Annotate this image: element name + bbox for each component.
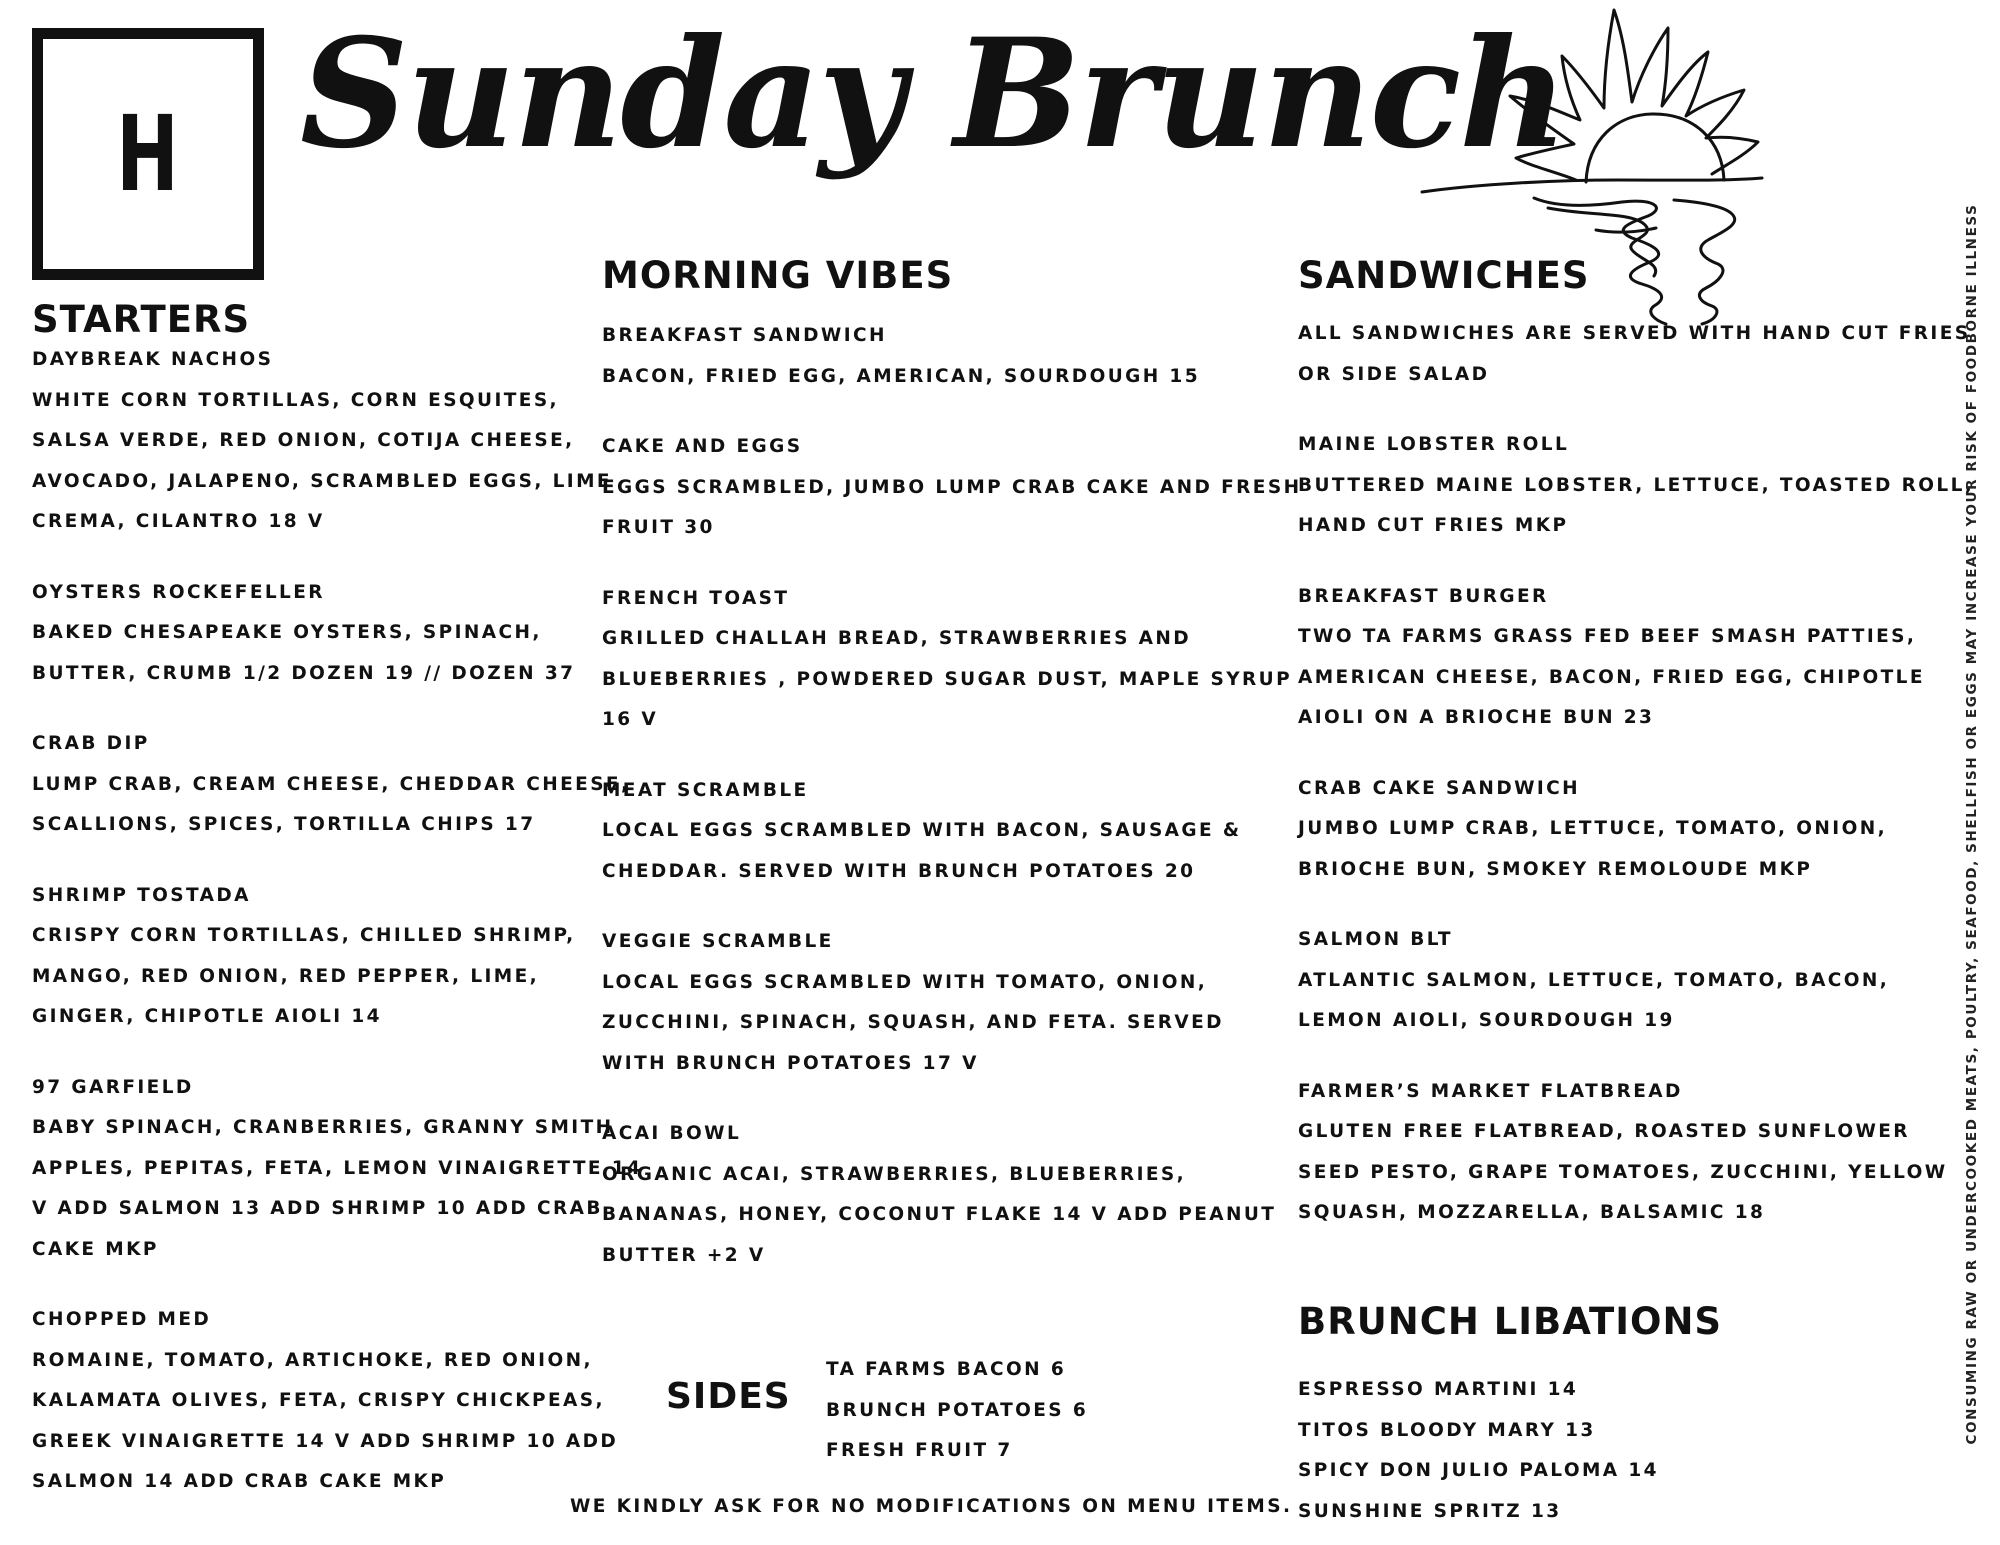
item-name: BREAKFAST SANDWICH <box>602 325 887 346</box>
item-description: V ADD SALMON 13 ADD SHRIMP 10 ADD CRAB <box>32 1198 603 1219</box>
menu-item <box>602 316 1242 397</box>
item-name: SALMON BLT <box>1298 929 1453 950</box>
page-title: Sunday Brunch <box>300 6 1567 182</box>
item-name: CRAB CAKE SANDWICH <box>1298 777 1581 799</box>
logo-letter: H <box>116 93 180 215</box>
item-description: BABY SPINACH, CRANBERRIES, GRANNY SMITH <box>32 1117 614 1138</box>
item-description: WHITE CORN TORTILLAS, CORN ESQUITES, <box>32 389 559 411</box>
item-description: JUMBO LUMP CRAB, LETTUCE, TOMATO, ONION, <box>1298 818 1888 839</box>
item-name: OYSTERS ROCKEFELLER <box>32 581 325 603</box>
item-description: MANGO, RED ONION, RED PEPPER, LIME, <box>32 965 540 987</box>
item-description: ORGANIC ACAI, STRAWBERRIES, BLUEBERRIES, <box>602 1163 1187 1185</box>
menu-item <box>602 1114 1277 1276</box>
menu-item <box>1298 769 1918 891</box>
item-description: BLUEBERRIES , POWDERED SUGAR DUST, MAPLE SYRUP <box>602 668 1293 690</box>
item-description: SALMON 14 ADD CRAB CAKE MKP <box>32 1471 447 1492</box>
item-description: LOCAL EGGS SCRAMBLED WITH TOMATO, ONION, <box>602 971 1208 993</box>
item-name: ACAI BOWL <box>602 1123 742 1144</box>
item-description: ZUCCHINI, SPINACH, SQUASH, AND FETA. SERVED <box>602 1012 1224 1033</box>
item-description: CRISPY CORN TORTILLAS, CHILLED SHRIMP, <box>32 925 576 946</box>
item-description: CREMA, CILANTRO 18 V <box>32 511 325 532</box>
item-description: CAKE MKP <box>32 1238 159 1260</box>
side-item: TA FARMS BACON 6 <box>826 1359 1067 1380</box>
menu-item <box>32 573 582 695</box>
item-name: FRENCH TOAST <box>602 587 790 609</box>
libation-item: SPICY DON JULIO PALOMA 14 <box>1298 1460 1659 1481</box>
menu-item <box>1298 920 1918 1042</box>
libations-title: BRUNCH LIBATIONS <box>1298 1300 1723 1343</box>
sandwiches-title: SANDWICHES <box>1298 254 1590 297</box>
item-description: BAKED CHESAPEAKE OYSTERS, SPINACH, <box>32 622 542 643</box>
item-description: BUTTERED MAINE LOBSTER, LETTUCE, TOASTED ROLL, <box>1298 474 1975 496</box>
menu-item <box>602 771 1242 893</box>
item-description: CHEDDAR. SERVED WITH BRUNCH POTATOES 20 <box>602 860 1196 882</box>
sandwiches-note-line: OR SIDE SALAD <box>1298 363 1490 385</box>
item-description: 16 V <box>602 709 659 730</box>
item-description: ROMAINE, TOMATO, ARTICHOKE, RED ONION, <box>32 1349 593 1371</box>
item-description: KALAMATA OLIVES, FETA, CRISPY CHICKPEAS, <box>32 1390 605 1411</box>
item-name: MAINE LOBSTER ROLL <box>1298 434 1570 455</box>
item-description: GINGER, CHIPOTLE AIOLI 14 <box>32 1006 382 1027</box>
item-name: CAKE AND EGGS <box>602 436 803 457</box>
logo <box>32 28 264 280</box>
item-description: LUMP CRAB, CREAM CHEESE, CHEDDAR CHEESE, <box>32 773 631 795</box>
menu-item <box>602 922 1242 1084</box>
item-description: BUTTER +2 V <box>602 1244 766 1266</box>
item-name: CHOPPED MED <box>32 1309 212 1330</box>
menu-item <box>32 724 631 846</box>
foodborne-illness-disclaimer: CONSUMING RAW OR UNDERCOOKED MEATS, POULTRY, SEAFOOD, SHELLFISH OR EGGS MAY INCREASE YOUR RISK OF FOODBORNE ILLNESS <box>1964 203 1980 1445</box>
item-description: SEED PESTO, GRAPE TOMATOES, ZUCCHINI, YELLOW <box>1298 1161 1948 1183</box>
menu-item <box>32 876 582 1038</box>
item-description: AMERICAN CHEESE, BACON, FRIED EGG, CHIPOTLE <box>1298 666 1925 688</box>
item-name: DAYBREAK NACHOS <box>32 349 274 370</box>
libation-item: ESPRESSO MARTINI 14 <box>1298 1379 1579 1400</box>
item-description: LEMON AIOLI, SOURDOUGH 19 <box>1298 1010 1675 1031</box>
side-item: BRUNCH POTATOES 6 <box>826 1399 1089 1421</box>
morning-vibes-title: MORNING VIBES <box>602 254 954 297</box>
libation-item: TITOS BLOODY MARY 13 <box>1298 1419 1596 1441</box>
item-name: MEAT SCRAMBLE <box>602 779 809 801</box>
sandwiches-note <box>1298 314 1971 395</box>
sides-list <box>826 1350 1088 1472</box>
item-description: BANANAS, HONEY, COCONUT FLAKE 14 V ADD PEANUT <box>602 1204 1277 1225</box>
item-description: HAND CUT FRIES MKP <box>1298 515 1569 536</box>
item-name: VEGGIE SCRAMBLE <box>602 931 834 952</box>
menu-item <box>602 579 1293 741</box>
menu-item <box>1298 577 1925 739</box>
item-name: BREAKFAST BURGER <box>1298 585 1549 607</box>
no-modifications-note: WE KINDLY ASK FOR NO MODIFICATIONS ON MENU ITEMS. <box>570 1496 1293 1517</box>
item-description: LOCAL EGGS SCRAMBLED WITH BACON, SAUSAGE & <box>602 820 1242 841</box>
item-description: GREEK VINAIGRETTE 14 V ADD SHRIMP 10 ADD <box>32 1430 619 1452</box>
item-description: SALSA VERDE, RED ONION, COTIJA CHEESE, <box>32 430 575 451</box>
item-name: 97 GARFIELD <box>32 1076 194 1098</box>
menu-item <box>32 340 612 543</box>
morning-vibes-list <box>602 316 1302 1276</box>
starters-title: STARTERS <box>32 298 251 341</box>
item-description: GRILLED CHALLAH BREAD, STRAWBERRIES AND <box>602 628 1191 649</box>
sandwiches-list <box>1298 425 1975 1234</box>
item-description: GLUTEN FREE FLATBREAD, ROASTED SUNFLOWER <box>1298 1121 1910 1142</box>
menu-item <box>1298 1072 1948 1234</box>
item-name: FARMER’S MARKET FLATBREAD <box>1298 1080 1683 1102</box>
menu-item <box>32 1300 619 1503</box>
sides-section <box>666 1350 1226 1480</box>
menu-item <box>602 427 1302 549</box>
item-description: SQUASH, MOZZARELLA, BALSAMIC 18 <box>1298 1202 1766 1223</box>
sandwiches-note-line: ALL SANDWICHES ARE SERVED WITH HAND CUT FRIES <box>1298 323 1971 344</box>
item-description: AVOCADO, JALAPENO, SCRAMBLED EGGS, LIME <box>32 470 612 492</box>
item-description: BUTTER, CRUMB 1/2 DOZEN 19 // DOZEN 37 <box>32 662 576 684</box>
libations-list <box>1298 1370 1918 1532</box>
item-description: APPLES, PEPITAS, FETA, LEMON VINAIGRETTE 14 <box>32 1157 643 1179</box>
item-description: BACON, FRIED EGG, AMERICAN, SOURDOUGH 15 <box>602 365 1200 387</box>
menu-item <box>32 1068 643 1271</box>
item-description: SCALLIONS, SPICES, TORTILLA CHIPS 17 <box>32 814 536 835</box>
morning-vibes-section <box>602 250 1302 1276</box>
item-description: TWO TA FARMS GRASS FED BEEF SMASH PATTIES, <box>1298 626 1917 647</box>
item-name: CRAB DIP <box>32 733 150 754</box>
item-description: AIOLI ON A BRIOCHE BUN 23 <box>1298 707 1655 728</box>
menu-item <box>1298 425 1975 547</box>
item-description: BRIOCHE BUN, SMOKEY REMOLOUDE MKP <box>1298 858 1813 880</box>
libation-item: SUNSHINE SPRITZ 13 <box>1298 1500 1562 1522</box>
item-description: ATLANTIC SALMON, LETTUCE, TOMATO, BACON, <box>1298 969 1890 991</box>
side-item: FRESH FRUIT 7 <box>826 1440 1013 1461</box>
item-description: WITH BRUNCH POTATOES 17 V <box>602 1052 979 1074</box>
item-description: EGGS SCRAMBLED, JUMBO LUMP CRAB CAKE AND FRESH <box>602 476 1302 498</box>
libations-section <box>1298 1296 1918 1532</box>
item-name: SHRIMP TOSTADA <box>32 884 251 906</box>
item-description: FRUIT 30 <box>602 517 715 538</box>
sides-title: SIDES <box>666 1376 791 1417</box>
